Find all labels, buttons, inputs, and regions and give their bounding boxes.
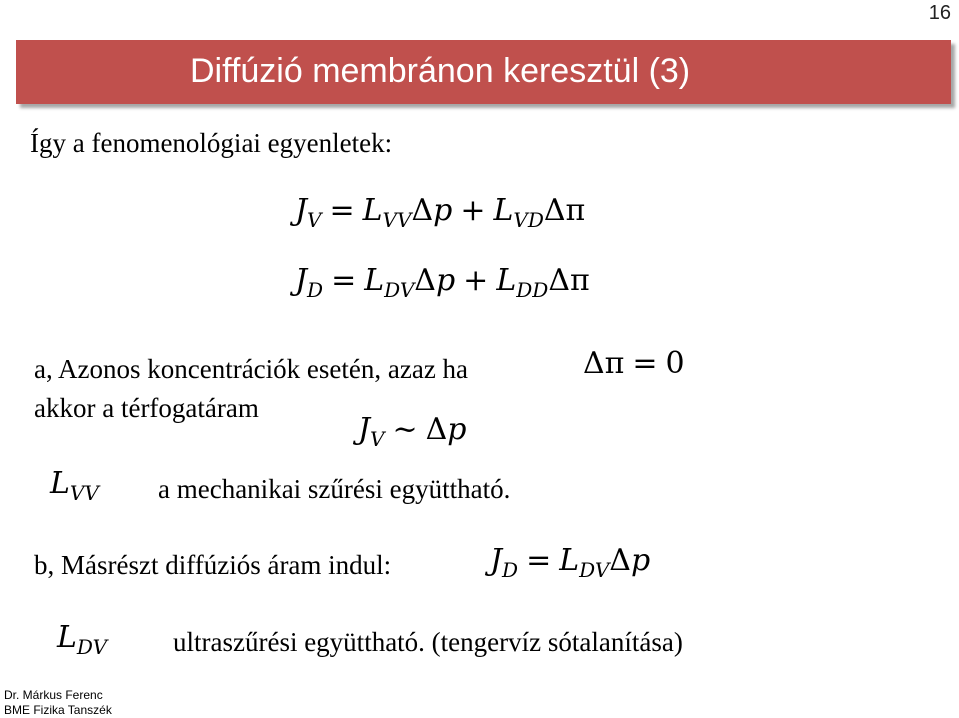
eq1-t2: L <box>493 193 514 228</box>
b-eq-t-sub: DV <box>579 558 610 582</box>
b-eq-equals: = <box>526 543 552 578</box>
coef-lvv-sub: VV <box>69 481 99 505</box>
part-b-line1: b, Másrészt diffúziós áram indul: <box>34 550 392 580</box>
b-eq-t: L <box>559 543 580 578</box>
coef-lvv-desc: a mechanikai szűrési együttható. <box>158 474 511 504</box>
slide-title: Diffúzió membránon keresztül (3) <box>190 52 691 90</box>
intro-text: Így a fenomenológiai egyenletek: <box>30 128 393 158</box>
eq2-equals: = <box>331 263 357 298</box>
b-eq-lhs-sub: D <box>502 558 519 582</box>
part-a-line2: akkor a térfogatáram <box>34 393 259 423</box>
eq1-lhs-sub: V <box>307 208 322 232</box>
cond-rhs: 0 <box>665 346 685 381</box>
b-eq-lhs: J <box>490 543 503 578</box>
prop-lhs: J <box>358 412 371 447</box>
eq2-delta: Δ <box>414 263 436 298</box>
eq2-p: p <box>435 263 456 298</box>
eq2-lhs-sub: D <box>307 278 324 302</box>
prop-sim: ~ <box>392 412 418 447</box>
coef-ldv-desc: ultraszűrési együttható. (tengervíz sótalanítása) <box>173 627 683 657</box>
eq1-dpi: Δπ <box>543 193 586 228</box>
eq2-t1: L <box>364 263 385 298</box>
eq1-t1-sub: VV <box>382 208 412 232</box>
coef-ldv-sym: L <box>57 620 77 655</box>
eq2-plus: + <box>463 263 489 298</box>
b-eq-delta: Δ <box>609 543 631 578</box>
eq2-t2-sub: DD <box>516 278 549 302</box>
condition-dpi-zero <box>583 346 685 381</box>
footer-dept: BME Fizika Tanszék <box>4 703 112 717</box>
part-a-line1: a, Azonos koncentrációk esetén, azaz ha <box>34 354 469 384</box>
eq2-lhs: J <box>295 263 308 298</box>
eq1-t1: L <box>362 193 383 228</box>
coef-lvv <box>50 466 99 505</box>
eq2-dpi: Δπ <box>548 263 590 298</box>
coef-ldv <box>57 620 107 659</box>
eq1-p: p <box>433 193 453 228</box>
prop-p: p <box>447 412 467 447</box>
eq2-t1-sub: DV <box>384 278 415 302</box>
prop-lhs-sub: V <box>370 427 385 451</box>
slide-number: 16 <box>928 2 951 24</box>
prop-delta: Δ <box>425 412 448 447</box>
cond-lhs: Δπ <box>583 346 625 381</box>
equation-jd <box>295 263 590 302</box>
eq1-plus: + <box>460 193 486 228</box>
coef-lvv-sym: L <box>50 466 70 501</box>
proportionality-jv <box>358 412 467 451</box>
eq2-t2: L <box>496 263 517 298</box>
cond-eq: = <box>632 346 658 381</box>
footer-author: Dr. Márkus Ferenc <box>4 688 103 702</box>
eq1-delta: Δ <box>411 193 434 228</box>
coef-ldv-sub: DV <box>76 635 108 659</box>
b-eq-p: p <box>630 543 651 578</box>
eq1-equals: = <box>329 193 355 228</box>
eq1-lhs: J <box>295 193 308 228</box>
eq1-t2-sub: VD <box>513 208 544 232</box>
equation-jv <box>295 193 585 232</box>
equation-jd-simple <box>490 543 650 582</box>
